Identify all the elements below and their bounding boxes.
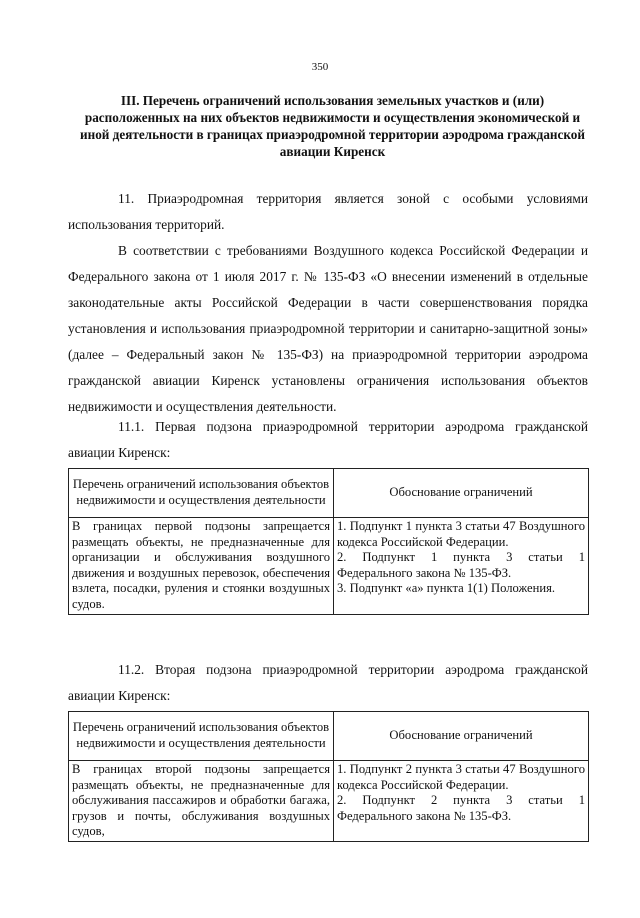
table-header-row [69, 469, 589, 518]
justification-item: 2. Подпункт 2 пункта 3 статьи 1 Федерального закона № 135-ФЗ. [337, 793, 585, 823]
justification-item: 3. Подпункт «а» пункта 1(1) Положения. [337, 581, 556, 596]
paragraph-main: В соответствии с требованиями Воздушного кодекса Российской Федерации и Федерального закона от 1 июля 2017 г. № 135-ФЗ «О внесении изменений в отдельные законодательные акты Российской Федерации в части совершенствования порядка установления и использования приаэродромной территории и санитарно-защитной зоны» (далее – Федеральный закон № 135-ФЗ) на приаэродромной территории аэродрома гражданской авиации Киренск установлены ограничения использования объектов недвижимости и осуществления деятельности. [68, 243, 588, 414]
restriction-text: В границах первой подзоны запрещается размещать объекты, не предназначенные для организации и обслуживания воздушного движения и воздушных перевозок, обеспечения взлета, посадки, руления и стоянки воздушных судов. [69, 518, 334, 615]
table-row [69, 761, 589, 842]
table-header-cell: Обоснование ограничений [334, 469, 589, 518]
section-heading: III. Перечень ограничений использования земельных участков и (или) расположенных на них объектов недвижимости и осуществления экономической и иной деятельности в границах приаэродромной территории аэродрома гражданской авиации Киренск [80, 93, 585, 159]
restrictions-table-2 [68, 711, 589, 842]
table-row [69, 518, 589, 615]
paragraph-11-1: 11.1. Первая подзона приаэродромной территории аэродрома гражданской авиации Киренск: [68, 419, 588, 460]
justification-cell [334, 518, 589, 615]
paragraph-11: 11. Приаэродромная территория является зоной с особыми условиями использования территорий. [68, 191, 588, 232]
table-header-cell: Обоснование ограничений [334, 712, 589, 761]
justification-item: 1. Подпункт 2 пункта 3 статьи 47 Воздушного кодекса Российской Федерации. [337, 762, 585, 792]
page-number: 350 [311, 61, 329, 73]
justification-cell [334, 761, 589, 842]
justification-item: 1. Подпункт 1 пункта 3 статьи 47 Воздушного кодекса Российской Федерации. [337, 519, 585, 549]
table-header-row [69, 712, 589, 761]
restrictions-table-1 [68, 468, 589, 615]
paragraph-11-2: 11.2. Вторая подзона приаэродромной территории аэродрома гражданской авиации Киренск: [68, 662, 588, 703]
justification-item: 2. Подпункт 1 пункта 3 статьи 1 Федерального закона № 135-ФЗ. [337, 550, 585, 580]
table-header-cell: Перечень ограничений использования объектов недвижимости и осуществления деятельности [69, 469, 334, 518]
restriction-text: В границах второй подзоны запрещается размещать объекты, не предназначенные для обслуживания пассажиров и обработки багажа, грузов и почты, обслуживания воздушных судов, [69, 761, 334, 842]
table-header-cell: Перечень ограничений использования объектов недвижимости и осуществления деятельности [69, 712, 334, 761]
